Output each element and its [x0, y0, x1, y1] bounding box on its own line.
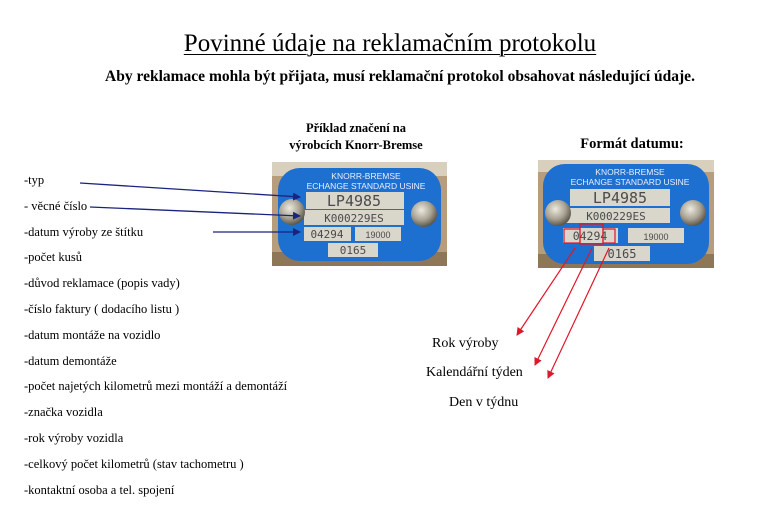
plate-code3: 0165: [339, 244, 367, 257]
year-label: Rok výroby: [432, 336, 499, 351]
list-item: -typ: [24, 173, 45, 187]
plate-code2: 19000: [643, 232, 669, 242]
page-subtitle: Aby reklamace mohla být přijata, musí reklamační protokol obsahovat následující údaje.: [105, 68, 695, 85]
plate-brand: KNORR-BREMSE: [595, 167, 665, 177]
plate-type-code: LP4985: [326, 192, 382, 210]
plate-brand-sub: ECHANGE STANDARD USINE: [570, 177, 690, 187]
plate-part-number: K000229ES: [586, 210, 646, 223]
arrow-part-number: [90, 207, 300, 216]
example-caption-line2: výrobcích Knorr-Bremse: [289, 138, 423, 152]
day-label: Den v týdnu: [449, 395, 519, 410]
plate-part-number: K000229ES: [324, 212, 384, 225]
list-item: -kontaktní osoba a tel. spojení: [24, 482, 175, 497]
list-item: -počet najetých kilometrů mezi montáží a demontáží: [24, 379, 288, 394]
plate-brand-sub: ECHANGE STANDARD USINE: [306, 181, 426, 191]
week-label: Kalendářní týden: [426, 365, 523, 380]
list-item: -důvod reklamace (popis vady): [24, 276, 180, 291]
page-title: Povinné údaje na reklamačním protokolu: [183, 30, 597, 57]
plate-brand: KNORR-BREMSE: [331, 171, 401, 181]
plate-type-code: LP4985: [592, 189, 648, 207]
plate-code3: 0165: [607, 247, 637, 261]
example-caption-line1: Příklad značení na: [305, 121, 406, 135]
plate-code2: 19000: [365, 230, 391, 240]
plate-date-code: 04294: [310, 228, 344, 241]
date-format-caption: Formát datumu:: [580, 136, 684, 152]
list-item: -datum montáže na vozidlo: [24, 327, 161, 342]
list-item: -počet kusů: [24, 250, 82, 265]
arrow-year: [517, 248, 575, 335]
list-item: -rok výroby vozidla: [24, 430, 124, 445]
list-item: - věcné číslo: [24, 198, 88, 213]
list-item: -značka vozidla: [24, 405, 103, 420]
arrow-day: [548, 248, 609, 378]
list-item: -datum demontáže: [24, 353, 117, 368]
list-item: -celkový počet kilometrů (stav tachometru ): [24, 456, 244, 471]
arrow-typ: [80, 183, 300, 197]
plate-date-code: 04294: [572, 229, 608, 243]
list-item: -číslo faktury ( dodacího listu ): [24, 301, 180, 316]
list-item: -datum výroby ze štítku: [24, 224, 144, 239]
